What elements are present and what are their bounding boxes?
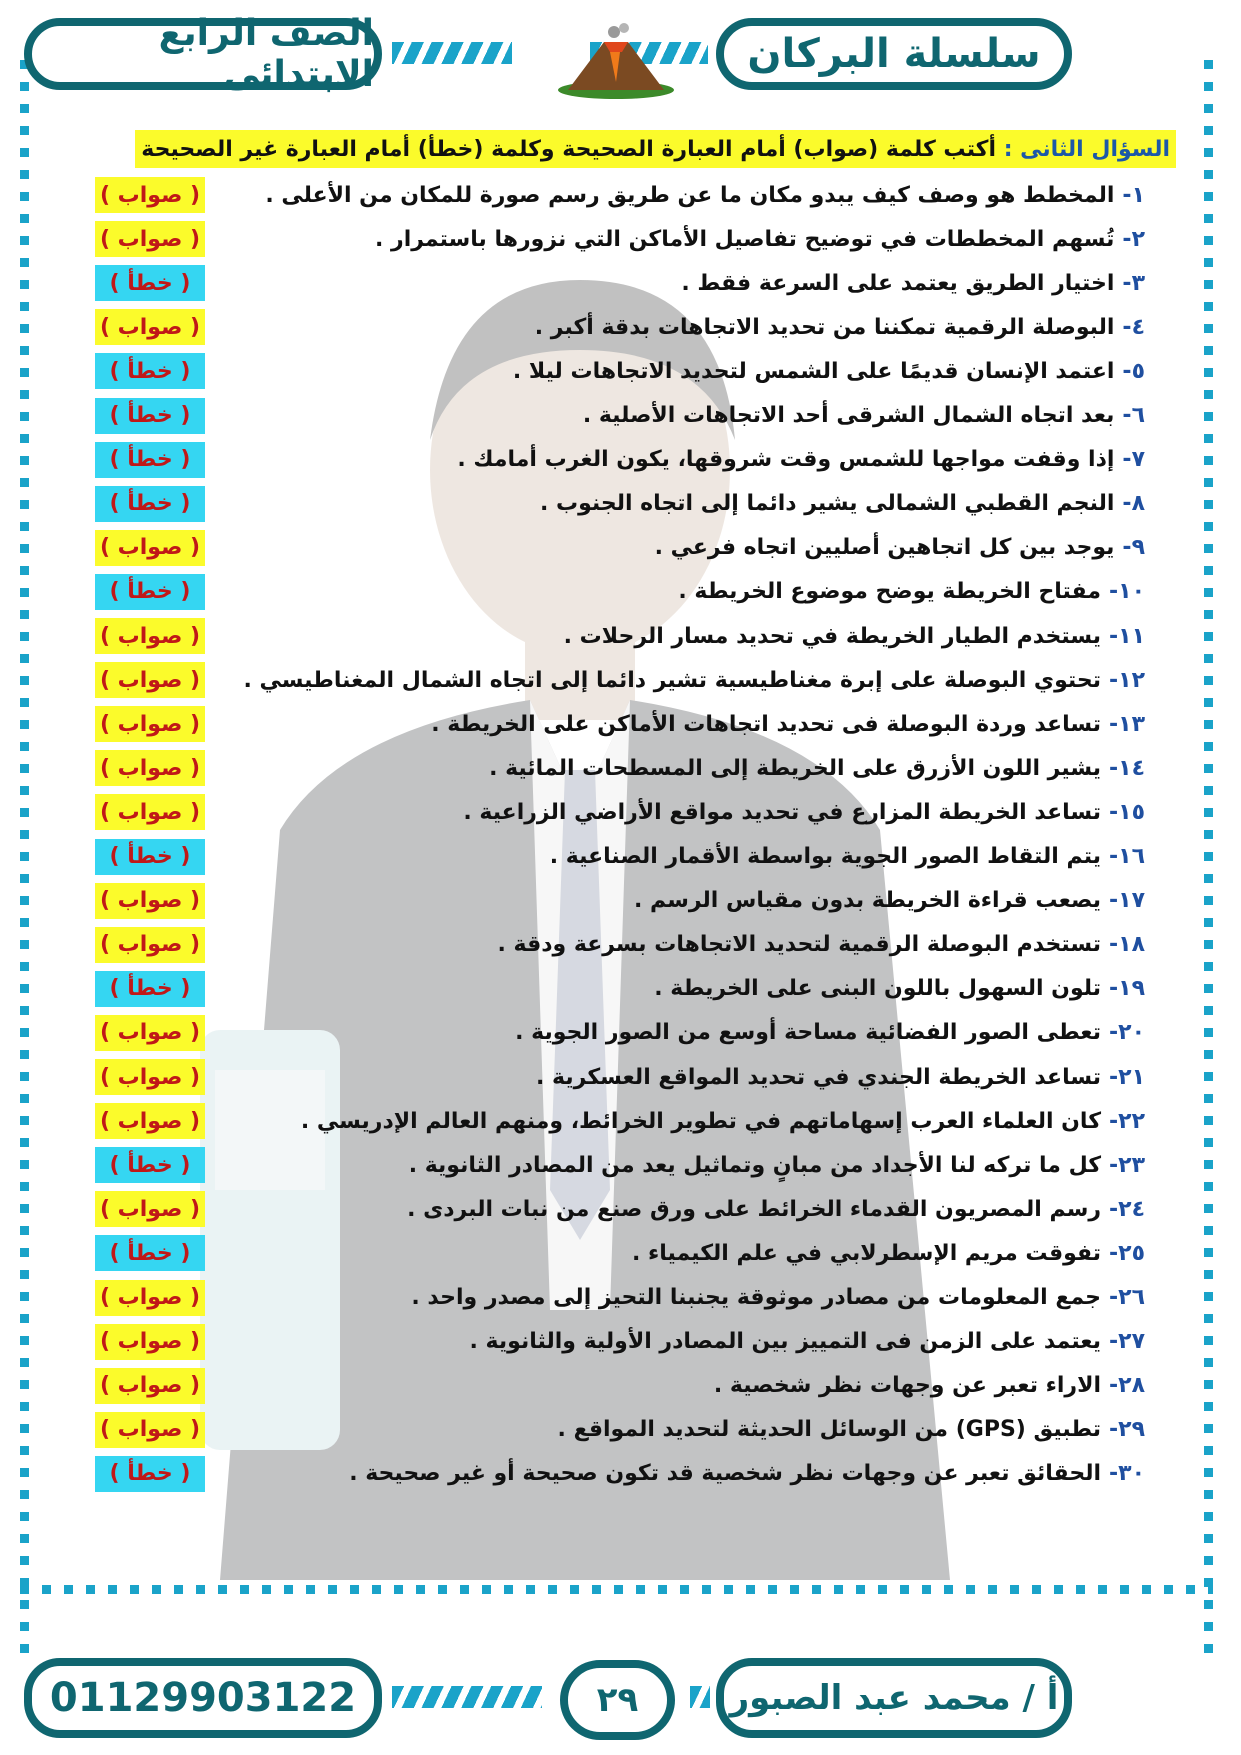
teacher-name: أ / محمد عبد الصبور xyxy=(729,1678,1059,1718)
statement-row xyxy=(95,1101,1145,1141)
footer-dash-right xyxy=(690,1686,710,1708)
statement-number: ٥- xyxy=(1122,358,1145,384)
statement-row xyxy=(95,1057,1145,1097)
statement-number: ٦- xyxy=(1122,403,1145,428)
statement-row xyxy=(95,1366,1145,1406)
statement-number: ٢١- xyxy=(1109,1064,1145,1090)
grade-title-banner xyxy=(24,13,382,95)
statement-text: يستخدم الطيار الخريطة في تحديد مسار الرحلات . xyxy=(563,623,1101,649)
statement-number: ٢٦- xyxy=(1109,1285,1145,1310)
answer-true-badge: ( صواب ) xyxy=(95,750,205,786)
statement-row xyxy=(95,1233,1145,1273)
statement-number: ٢٤- xyxy=(1109,1196,1145,1222)
statement-text: تُسهم المخططات في توضيح تفاصيل الأماكن التي نزورها باستمرار . xyxy=(375,226,1115,252)
statement-row xyxy=(95,572,1145,612)
statement-text: تساعد وردة البوصلة فى تحديد اتجاهات الأماكن على الخريطة . xyxy=(431,711,1101,737)
answer-false-badge: ( خطأ ) xyxy=(95,574,205,610)
series-title-banner xyxy=(716,18,1072,90)
footer-dash-left xyxy=(392,1686,542,1708)
answer-false-badge: ( خطأ ) xyxy=(95,398,205,434)
grade-title: الصف الرابع الابتدائى xyxy=(158,13,374,95)
statement-number: ١٠- xyxy=(1109,579,1145,605)
statement-text: تستخدم البوصلة الرقمية لتحديد الاتجاهات بسرعة ودقة . xyxy=(497,932,1101,958)
statement-number: ١٢- xyxy=(1109,667,1145,693)
statement-text: مفتاح الخريطة يوضح موضوع الخريطة . xyxy=(678,579,1101,605)
answer-true-badge: ( صواب ) xyxy=(95,927,205,963)
statement-text: كان العلماء العرب إسهاماتهم في تطوير الخرائط، ومنهم العالم الإدريسي . xyxy=(300,1108,1101,1134)
statement-number: ٩- xyxy=(1122,535,1145,561)
statement-text: الحقائق تعبر عن وجهات نظر شخصية قد تكون صحيحة أو غير صحيحة . xyxy=(349,1461,1101,1487)
statement-number: ٢٣- xyxy=(1109,1152,1145,1178)
statement-number: ٣- xyxy=(1122,270,1145,296)
answer-true-badge: ( صواب ) xyxy=(95,618,205,654)
statement-row xyxy=(95,837,1145,877)
statement-number: ٢٠- xyxy=(1109,1020,1145,1046)
answer-true-badge: ( صواب ) xyxy=(95,794,205,830)
statement-text: البوصلة الرقمية تمكننا من تحديد الاتجاهات بدقة أكبر . xyxy=(534,314,1115,340)
statement-row xyxy=(95,1410,1145,1450)
statement-row xyxy=(95,1454,1145,1494)
frame-border-right xyxy=(1204,60,1213,1660)
question-label: السؤال الثانى : xyxy=(1003,136,1170,162)
statement-row xyxy=(95,969,1145,1009)
phone-banner xyxy=(24,1658,382,1738)
statement-row xyxy=(95,1322,1145,1362)
statement-row xyxy=(95,616,1145,656)
statement-row xyxy=(95,484,1145,524)
statement-number: ١٤- xyxy=(1109,755,1145,781)
answer-false-badge: ( خطأ ) xyxy=(95,265,205,301)
statement-number: ٤- xyxy=(1122,314,1145,340)
statement-number: ١- xyxy=(1122,182,1145,208)
answer-false-badge: ( خطأ ) xyxy=(95,1147,205,1183)
statement-text: رسم المصريون القدماء الخرائط على ورق صنع من نبات البردى . xyxy=(407,1196,1101,1222)
statement-text: النجم القطبي الشمالى يشير دائما إلى اتجاه الجنوب . xyxy=(539,491,1115,517)
statement-row xyxy=(95,925,1145,965)
statement-row xyxy=(95,175,1145,215)
phone-number: 01129903122 xyxy=(49,1675,357,1721)
header-dash-left xyxy=(392,42,512,64)
frame-border-bottom xyxy=(20,1585,1213,1594)
statement-row xyxy=(95,881,1145,921)
page-number-badge xyxy=(560,1660,675,1740)
volcano-icon xyxy=(556,22,676,100)
statement-text: إذا وقفت مواجها للشمس وقت شروقها، يكون الغرب أمامك . xyxy=(457,447,1115,473)
answer-true-badge: ( صواب ) xyxy=(95,177,205,213)
statement-text: يصعب قراءة الخريطة بدون مقياس الرسم . xyxy=(633,888,1101,914)
statement-text: يعتمد على الزمن فى التمييز بين المصادر الأولية والثانوية . xyxy=(469,1329,1101,1355)
statement-text: تحتوي البوصلة على إبرة مغناطيسية تشير دائما إلى اتجاه الشمال المغناطيسي . xyxy=(243,667,1101,693)
statement-row xyxy=(95,440,1145,480)
statement-number: ١٧- xyxy=(1109,888,1145,914)
statement-text: جمع المعلومات من مصادر موثوقة يجنبنا التحيز إلى مصدر واحد . xyxy=(411,1285,1101,1310)
statement-row xyxy=(95,792,1145,832)
answer-true-badge: ( صواب ) xyxy=(95,706,205,742)
statement-row xyxy=(95,307,1145,347)
series-title: سلسلة البركان xyxy=(747,31,1041,77)
statement-number: ٢٢- xyxy=(1109,1108,1145,1134)
statement-row xyxy=(95,1278,1145,1318)
statement-text: المخطط هو وصف كيف يبدو مكان ما عن طريق رسم صورة للمكان من الأعلى . xyxy=(265,182,1115,208)
answer-true-badge: ( صواب ) xyxy=(95,530,205,566)
answer-false-badge: ( خطأ ) xyxy=(95,353,205,389)
statement-number: ١١- xyxy=(1109,623,1145,649)
answer-false-badge: ( خطأ ) xyxy=(95,486,205,522)
statement-text: اختيار الطريق يعتمد على السرعة فقط . xyxy=(681,270,1115,296)
answer-true-badge: ( صواب ) xyxy=(95,662,205,698)
statement-number: ٧- xyxy=(1122,447,1145,473)
statement-number: ٢٧- xyxy=(1109,1329,1145,1355)
page-number: ٢٩ xyxy=(596,1680,639,1720)
answer-true-badge: ( صواب ) xyxy=(95,309,205,345)
statement-text: تعطى الصور الفضائية مساحة أوسع من الصور الجوية . xyxy=(515,1020,1101,1046)
statement-row xyxy=(95,660,1145,700)
statement-text: تلون السهول باللون البنى على الخريطة . xyxy=(654,976,1101,1002)
answer-true-badge: ( صواب ) xyxy=(95,1368,205,1404)
statement-number: ١٩- xyxy=(1109,976,1145,1002)
answer-true-badge: ( صواب ) xyxy=(95,1191,205,1227)
question-title xyxy=(135,130,1176,168)
statement-text: كل ما تركه لنا الأجداد من مبانٍ وتماثيل يعد من المصادر الثانوية . xyxy=(408,1152,1101,1178)
statement-text: يتم التقاط الصور الجوية بواسطة الأقمار الصناعية . xyxy=(549,844,1101,869)
statement-number: ٢٨- xyxy=(1109,1373,1145,1399)
statement-text: يوجد بين كل اتجاهين أصليين اتجاه فرعي . xyxy=(654,535,1115,561)
answer-true-badge: ( صواب ) xyxy=(95,221,205,257)
statement-row xyxy=(95,1145,1145,1185)
question-instruction: أكتب كلمة (صواب) أمام العبارة الصحيحة وكلمة (خطأ) أمام العبارة غير الصحيحة xyxy=(141,136,997,162)
statement-text: يشير اللون الأزرق على الخريطة إلى المسطحات المائية . xyxy=(489,755,1101,781)
statement-number: ٢- xyxy=(1122,226,1145,252)
statement-number: ٢٩- xyxy=(1109,1417,1145,1443)
statement-text: تساعد الخريطة المزارع في تحديد مواقع الأراضي الزراعية . xyxy=(463,799,1101,825)
statement-text: اعتمد الإنسان قديمًا على الشمس لتحديد الاتجاهات ليلا . xyxy=(512,358,1115,384)
statement-row xyxy=(95,1189,1145,1229)
statement-row xyxy=(95,704,1145,744)
statement-text: تفوقت مريم الإسطرلابي في علم الكيمياء . xyxy=(631,1240,1101,1266)
statement-row xyxy=(95,528,1145,568)
answer-true-badge: ( صواب ) xyxy=(95,883,205,919)
answer-true-badge: ( صواب ) xyxy=(95,1324,205,1360)
answer-true-badge: ( صواب ) xyxy=(95,1412,205,1448)
statement-number: ٢٥- xyxy=(1109,1240,1145,1266)
answer-false-badge: ( خطأ ) xyxy=(95,971,205,1007)
statement-text: الاراء تعبر عن وجهات نظر شخصية . xyxy=(713,1373,1101,1399)
answer-false-badge: ( خطأ ) xyxy=(95,1235,205,1271)
answer-false-badge: ( خطأ ) xyxy=(95,839,205,875)
statement-number: ٨- xyxy=(1122,491,1145,517)
statement-text: تطبيق (GPS) من الوسائل الحديثة لتحديد المواقع . xyxy=(557,1417,1101,1443)
teacher-banner xyxy=(716,1658,1072,1738)
statement-number: ١٣- xyxy=(1109,711,1145,737)
statement-number: ١٦- xyxy=(1109,844,1145,869)
answer-true-badge: ( صواب ) xyxy=(95,1103,205,1139)
statement-row xyxy=(95,748,1145,788)
statement-number: ١٥- xyxy=(1109,799,1145,825)
answer-false-badge: ( خطأ ) xyxy=(95,1456,205,1492)
statement-number: ٣٠- xyxy=(1109,1461,1145,1487)
statement-number: ١٨- xyxy=(1109,932,1145,958)
statement-row xyxy=(95,1013,1145,1053)
statement-row xyxy=(95,396,1145,436)
frame-border-left xyxy=(20,60,29,1660)
answer-true-badge: ( صواب ) xyxy=(95,1015,205,1051)
answer-false-badge: ( خطأ ) xyxy=(95,442,205,478)
statement-row xyxy=(95,351,1145,391)
statement-row xyxy=(95,263,1145,303)
answer-true-badge: ( صواب ) xyxy=(95,1059,205,1095)
statement-text: بعد اتجاه الشمال الشرقى أحد الاتجاهات الأصلية . xyxy=(582,403,1115,428)
statement-row xyxy=(95,219,1145,259)
statement-text: تساعد الخريطة الجندي في تحديد المواقع العسكرية . xyxy=(536,1064,1101,1090)
answer-true-badge: ( صواب ) xyxy=(95,1280,205,1316)
